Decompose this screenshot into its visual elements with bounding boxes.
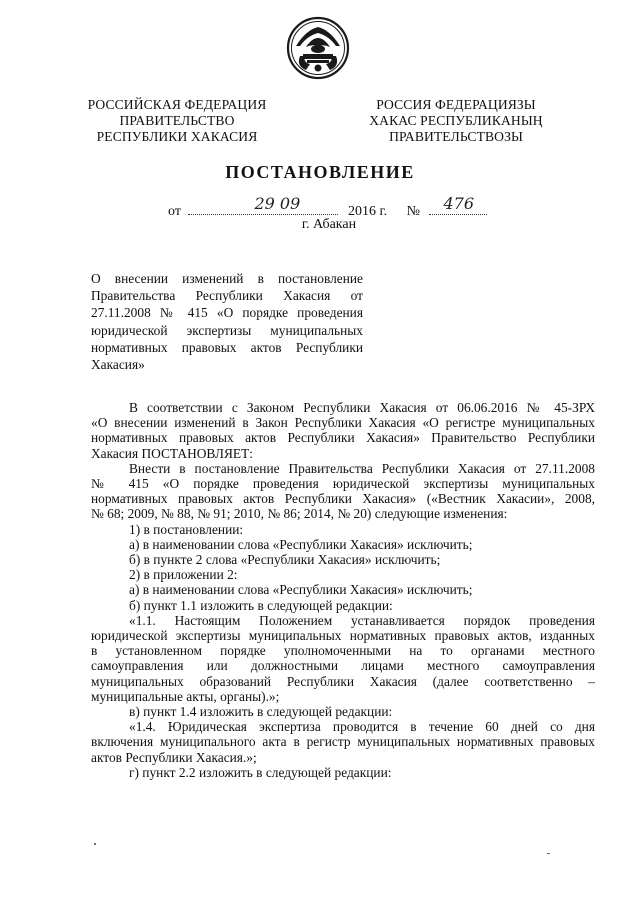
year-text: 2016 г. xyxy=(347,204,388,219)
list-item: г) пункт 2.2 изложить в следующей редакции: xyxy=(129,764,392,780)
subject-block xyxy=(91,270,363,373)
body-line: нормативных правовых актов Республики Хакасия» («Вестник Хакасии», 2008, xyxy=(91,491,595,507)
body-line: «1.4. Юридическая экспертиза проводится в течение 60 дней со дня xyxy=(129,719,595,735)
header-right-khakas xyxy=(346,97,566,145)
header-right-line: ХАКАС РЕСПУБЛИКАНЫҢ xyxy=(369,113,543,128)
list-item: а) в наименовании слова «Республики Хакасия» исключить; xyxy=(129,536,473,552)
body-line: Хакасия ПОСТАНОВЛЯЕТ: xyxy=(91,445,253,461)
body-line: муниципальные акты, органы).»; xyxy=(91,688,280,704)
scan-speck xyxy=(94,843,96,845)
body-line: «1.1. Настоящим Положением устанавливается порядок проведения xyxy=(129,612,595,628)
subject-line: О внесении изменений в постановление xyxy=(91,271,363,286)
date-blank xyxy=(188,194,338,215)
body-line: № 68; 2009, № 88, № 91; 2010, № 86; 2014, № 20) следующие изменения: xyxy=(91,506,508,522)
amendment-paragraph xyxy=(91,461,595,522)
list-item: б) в пункте 2 слова «Республики Хакасия» исключить; xyxy=(129,552,441,568)
header-left-russian xyxy=(67,97,287,145)
body-line: муниципальных образований Республики Хакасия (далее соответственно – xyxy=(91,673,595,689)
handwritten-number: 476 xyxy=(443,194,475,213)
header-left-line: ПРАВИТЕЛЬСТВО xyxy=(119,113,235,128)
number-sign: № xyxy=(406,204,420,219)
body-line: нормативных правовых актов Республики Хакасия» Правительство Республики xyxy=(91,430,595,446)
body-line: актов Республики Хакасия.»; xyxy=(91,749,257,765)
list-item: в) пункт 1.4 изложить в следующей редакции: xyxy=(129,704,393,720)
clause-1-4-paragraph xyxy=(91,719,595,765)
body-line: Внести в постановление Правительства Республики Хакасия от 27.11.2008 xyxy=(129,460,595,476)
header-left-line: РЕСПУБЛИКИ ХАКАСИЯ xyxy=(96,129,258,144)
subject-line: Хакасия» xyxy=(91,357,145,373)
body-line: включения муниципального акта в регистр муниципальных нормативных правовых xyxy=(91,734,595,750)
number-blank xyxy=(429,194,487,215)
body-line: № 415 «О порядке проведения юридической экспертизы муниципальных xyxy=(91,476,595,492)
body-line: самоуправления или должностными лицами местного самоуправления xyxy=(91,658,595,674)
body-line: В соответствии с Законом Республики Хакасия от 06.06.2016 № 45-ЗРХ xyxy=(129,400,595,415)
body-line: юридической экспертизы муниципальных нормативных правовых актов, изданных xyxy=(91,628,595,644)
header-right-line: РОССИЯ ФЕДЕРАЦИЯЗЫ xyxy=(376,97,536,112)
subject-line: юридической экспертизы муниципальных xyxy=(91,322,363,338)
handwritten-date: 29 09 xyxy=(254,194,301,213)
list-item: 2) в приложении 2: xyxy=(129,567,238,583)
document-title: ПОСТАНОВЛЕНИЕ xyxy=(225,162,415,182)
body-line: в установленном порядке уполномоченными на то органами местного xyxy=(91,643,595,659)
coat-of-arms-emblem xyxy=(286,16,350,80)
preamble-paragraph xyxy=(91,400,595,461)
city-line: г. Абакан xyxy=(301,217,357,232)
subject-line: нормативных правовых актов Республики xyxy=(91,339,363,355)
list-item: 1) в постановлении: xyxy=(129,521,244,537)
clause-1-1-paragraph xyxy=(91,613,595,704)
document-body xyxy=(91,400,595,780)
scan-speck xyxy=(547,853,550,854)
subject-line: 27.11.2008 № 415 «О порядке проведения xyxy=(91,305,363,321)
list-item: а) в наименовании слова «Республики Хакасия» исключить; xyxy=(129,582,473,598)
header-left-line: РОССИЙСКАЯ ФЕДЕРАЦИЯ xyxy=(87,97,267,112)
body-line: «О внесении изменений в Закон Республики Хакасия «О регистре муниципальных xyxy=(91,415,595,431)
subject-line: Правительства Республики Хакасия от xyxy=(91,288,363,304)
date-prefix: от xyxy=(168,204,181,219)
list-item: б) пункт 1.1 изложить в следующей редакции: xyxy=(129,597,393,613)
header-right-line: ПРАВИТЕЛЬСТВОЗЫ xyxy=(389,129,523,144)
date-number-line xyxy=(168,194,487,219)
